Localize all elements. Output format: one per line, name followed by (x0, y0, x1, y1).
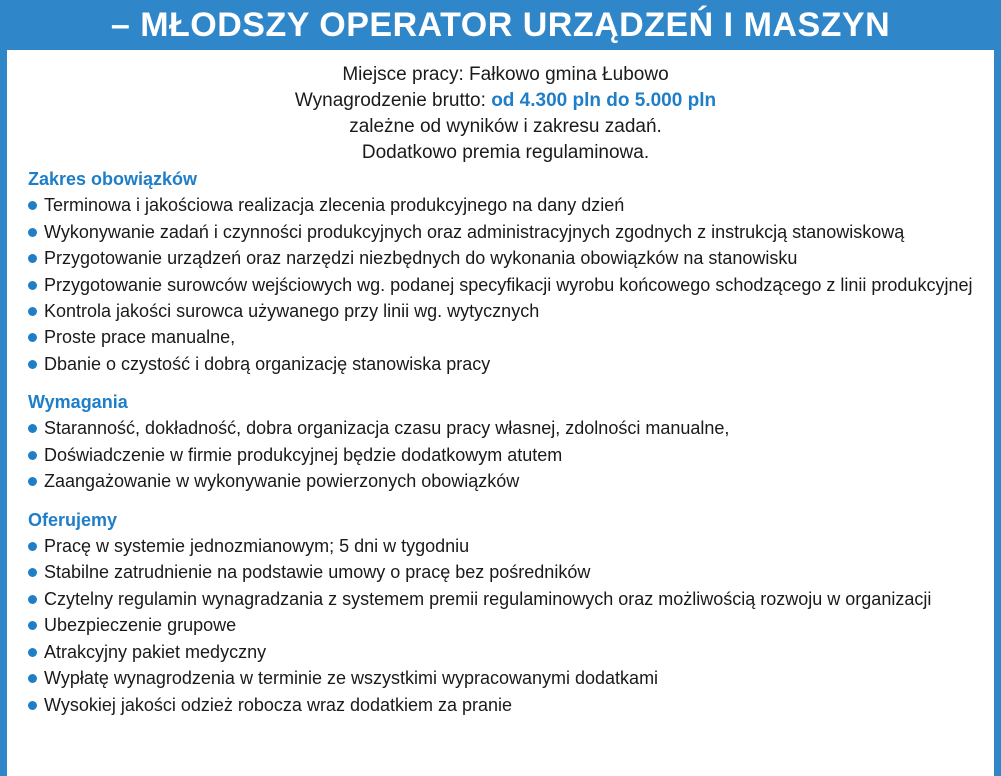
bullet-dot-icon (28, 451, 37, 460)
list-item: Przygotowanie surowców wejściowych wg. podanej specyfikacji wyrobu końcowego schodzącego z linii produkcyjnej (28, 272, 983, 298)
list-item: Przygotowanie urządzeń oraz narzędzi niezbędnych do wykonania obowiązków na stanowisku (28, 245, 983, 272)
list-item: Doświadczenie w firmie produkcyjnej będzie dodatkowym atutem (28, 442, 983, 469)
bullet-dot-icon (28, 424, 37, 433)
bullet-dot-icon (28, 648, 37, 657)
requirements-section (28, 391, 983, 495)
list-item: Staranność, dokładność, dobra organizacja czasu pracy własnej, zdolności manualne, (28, 415, 983, 442)
bullet-dot-icon (28, 568, 37, 577)
right-frame-border (994, 50, 1001, 776)
bullet-dot-icon (28, 281, 37, 290)
salary-prefix: Wynagrodzenie brutto: (294, 90, 492, 111)
bullet-dot-icon (28, 201, 37, 210)
list-item: Proste prace manualne, (28, 324, 983, 351)
duties-section (28, 168, 983, 377)
requirements-heading: Wymagania (28, 392, 128, 412)
bullet-dot-icon (28, 621, 37, 630)
salary-value: od 4.300 pln do 5.000 pln (491, 90, 717, 111)
bullet-dot-icon (28, 674, 37, 683)
list-item: Wypłatę wynagrodzenia w terminie ze wszystkimi wypracowanymi dodatkami (28, 665, 983, 692)
list-item: Ubezpieczenie grupowe (28, 612, 983, 639)
duties-list (28, 192, 983, 377)
bullet-dot-icon (28, 254, 37, 263)
list-item: Wysokiej jakości odzież robocza wraz dodatkiem za pranie (28, 692, 983, 719)
list-item: Dbanie o czystość i dobrą organizację stanowiska pracy (28, 351, 983, 378)
list-item: Atrakcyjny pakiet medyczny (28, 639, 983, 666)
left-frame-border (0, 50, 7, 776)
salary-line (28, 88, 983, 114)
advert-content (28, 62, 983, 718)
list-item: Zaangażowanie w wykonywanie powierzonych obowiązków (28, 468, 983, 495)
bullet-dot-icon (28, 595, 37, 604)
intro-block (28, 62, 983, 166)
list-item: Pracę w systemie jednozmianowym; 5 dni w tygodniu (28, 533, 983, 560)
bullet-dot-icon (28, 701, 37, 710)
offer-heading: Oferujemy (28, 509, 118, 530)
list-item: Stabilne zatrudnienie na podstawie umowy o pracę bez pośredników (28, 559, 983, 586)
header-band (0, 0, 1001, 50)
duties-heading: Zakres obowiązków (28, 169, 198, 189)
salary-condition: zależne od wyników i zakresu zadań. (349, 116, 662, 137)
list-item: Kontrola jakości surowca używanego przy linii wg. wytycznych (28, 298, 983, 325)
bullet-dot-icon (28, 333, 37, 342)
offer-list (28, 533, 983, 719)
offer-section (28, 509, 983, 719)
bonus-info: Dodatkowo premia regulaminowa. (361, 142, 650, 163)
work-location: Miejsce pracy: Fałkowo gmina Łubowo (342, 64, 669, 85)
list-item: Terminowa i jakościowa realizacja zlecenia produkcyjnego na dany dzień (28, 192, 983, 219)
bullet-dot-icon (28, 360, 37, 369)
bullet-dot-icon (28, 307, 37, 316)
bullet-dot-icon (28, 477, 37, 486)
list-item: Wykonywanie zadań i czynności produkcyjnych oraz administracyjnych zgodnych z instrukcją stanowiskową (28, 219, 983, 246)
bullet-dot-icon (28, 542, 37, 551)
list-item: Czytelny regulamin wynagradzania z systemem premii regulaminowych oraz możliwością rozwoju w organizacji (28, 586, 983, 613)
bullet-dot-icon (28, 228, 37, 237)
requirements-list (28, 415, 983, 495)
job-title: – MŁODSZY OPERATOR URZĄDZEŃ I MASZYN (110, 5, 891, 44)
